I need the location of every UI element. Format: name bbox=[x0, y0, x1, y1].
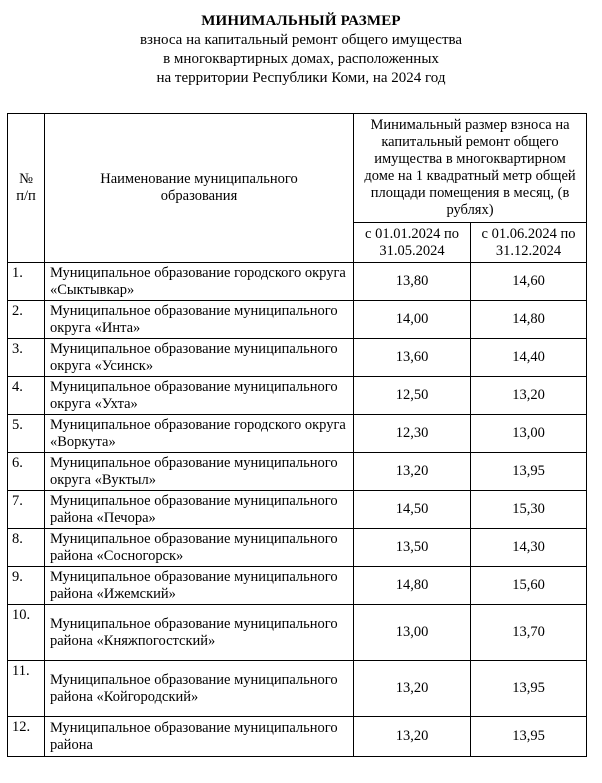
contribution-table bbox=[7, 113, 587, 757]
title-line-3: на территории Республики Коми, на 2024 год bbox=[156, 70, 446, 86]
title-main: МИНИМАЛЬНЫЙ РАЗМЕР bbox=[201, 13, 401, 29]
row-name: Муниципальное образование муниципального района «Печора» bbox=[45, 491, 354, 529]
row-num: 11. bbox=[8, 661, 45, 717]
row-value-period-1: 13,50 bbox=[354, 529, 471, 567]
document-title bbox=[0, 12, 602, 88]
row-name: Муниципальное образование муниципального округа «Ухта» bbox=[45, 377, 354, 415]
row-name: Муниципальное образование муниципального района «Сосногорск» bbox=[45, 529, 354, 567]
row-value-period-1: 13,00 bbox=[354, 605, 471, 661]
row-value-period-1: 13,20 bbox=[354, 717, 471, 757]
header-period-2: с 01.06.2024 по 31.12.2024 bbox=[471, 223, 587, 263]
header-amount: Минимальный размер взноса на капитальный ремонт общего имущества в многоквартирном доме на 1 квадратный метр общей площади помещения в месяц, (в рублях) bbox=[354, 114, 587, 223]
row-value-period-1: 13,20 bbox=[354, 453, 471, 491]
row-num: 2. bbox=[8, 301, 45, 339]
table-body bbox=[8, 263, 587, 757]
row-num: 4. bbox=[8, 377, 45, 415]
row-value-period-1: 12,30 bbox=[354, 415, 471, 453]
row-name: Муниципальное образование городского округа «Сыктывкар» bbox=[45, 263, 354, 301]
row-value-period-2: 14,30 bbox=[471, 529, 587, 567]
table-row bbox=[8, 717, 587, 757]
title-line-1: взноса на капитальный ремонт общего имущества bbox=[139, 32, 463, 48]
row-num: 5. bbox=[8, 415, 45, 453]
header-period-1: с 01.01.2024 по 31.05.2024 bbox=[354, 223, 471, 263]
row-value-period-1: 14,00 bbox=[354, 301, 471, 339]
row-value-period-2: 13,20 bbox=[471, 377, 587, 415]
row-name: Муниципальное образование муниципального округа «Вуктыл» bbox=[45, 453, 354, 491]
row-value-period-1: 13,20 bbox=[354, 661, 471, 717]
row-value-period-2: 13,95 bbox=[471, 717, 587, 757]
row-num: 9. bbox=[8, 567, 45, 605]
row-num: 6. bbox=[8, 453, 45, 491]
title-line-2: в многоквартирных домах, расположенных bbox=[163, 51, 439, 67]
table-row bbox=[8, 567, 587, 605]
row-value-period-1: 12,50 bbox=[354, 377, 471, 415]
table-row bbox=[8, 339, 587, 377]
row-num: 3. bbox=[8, 339, 45, 377]
row-value-period-2: 13,00 bbox=[471, 415, 587, 453]
header-num: № п/п bbox=[8, 114, 45, 263]
row-name: Муниципальное образование городского округа «Воркута» bbox=[45, 415, 354, 453]
row-value-period-2: 13,95 bbox=[471, 661, 587, 717]
table-row bbox=[8, 491, 587, 529]
row-name: Муниципальное образование муниципального района «Ижемский» bbox=[45, 567, 354, 605]
row-num: 12. bbox=[8, 717, 45, 757]
row-value-period-1: 13,80 bbox=[354, 263, 471, 301]
row-name: Муниципальное образование муниципального района «Койгородский» bbox=[45, 661, 354, 717]
row-num: 8. bbox=[8, 529, 45, 567]
row-num: 10. bbox=[8, 605, 45, 661]
header-name: Наименование муниципального образования bbox=[45, 114, 354, 263]
table-row bbox=[8, 605, 587, 661]
row-name: Муниципальное образование муниципального района bbox=[45, 717, 354, 757]
row-value-period-1: 14,50 bbox=[354, 491, 471, 529]
table-row bbox=[8, 661, 587, 717]
row-name: Муниципальное образование муниципального округа «Усинск» bbox=[45, 339, 354, 377]
table-row bbox=[8, 415, 587, 453]
row-value-period-2: 15,60 bbox=[471, 567, 587, 605]
row-value-period-2: 14,40 bbox=[471, 339, 587, 377]
row-value-period-1: 14,80 bbox=[354, 567, 471, 605]
row-name: Муниципальное образование муниципального округа «Инта» bbox=[45, 301, 354, 339]
row-num: 7. bbox=[8, 491, 45, 529]
row-value-period-2: 14,60 bbox=[471, 263, 587, 301]
row-value-period-1: 13,60 bbox=[354, 339, 471, 377]
table-row bbox=[8, 377, 587, 415]
table-row bbox=[8, 453, 587, 491]
table-row bbox=[8, 263, 587, 301]
row-value-period-2: 15,30 bbox=[471, 491, 587, 529]
row-num: 1. bbox=[8, 263, 45, 301]
table-row bbox=[8, 301, 587, 339]
row-value-period-2: 13,70 bbox=[471, 605, 587, 661]
row-name: Муниципальное образование муниципального района «Княжпогостский» bbox=[45, 605, 354, 661]
table-row bbox=[8, 529, 587, 567]
row-value-period-2: 13,95 bbox=[471, 453, 587, 491]
row-value-period-2: 14,80 bbox=[471, 301, 587, 339]
